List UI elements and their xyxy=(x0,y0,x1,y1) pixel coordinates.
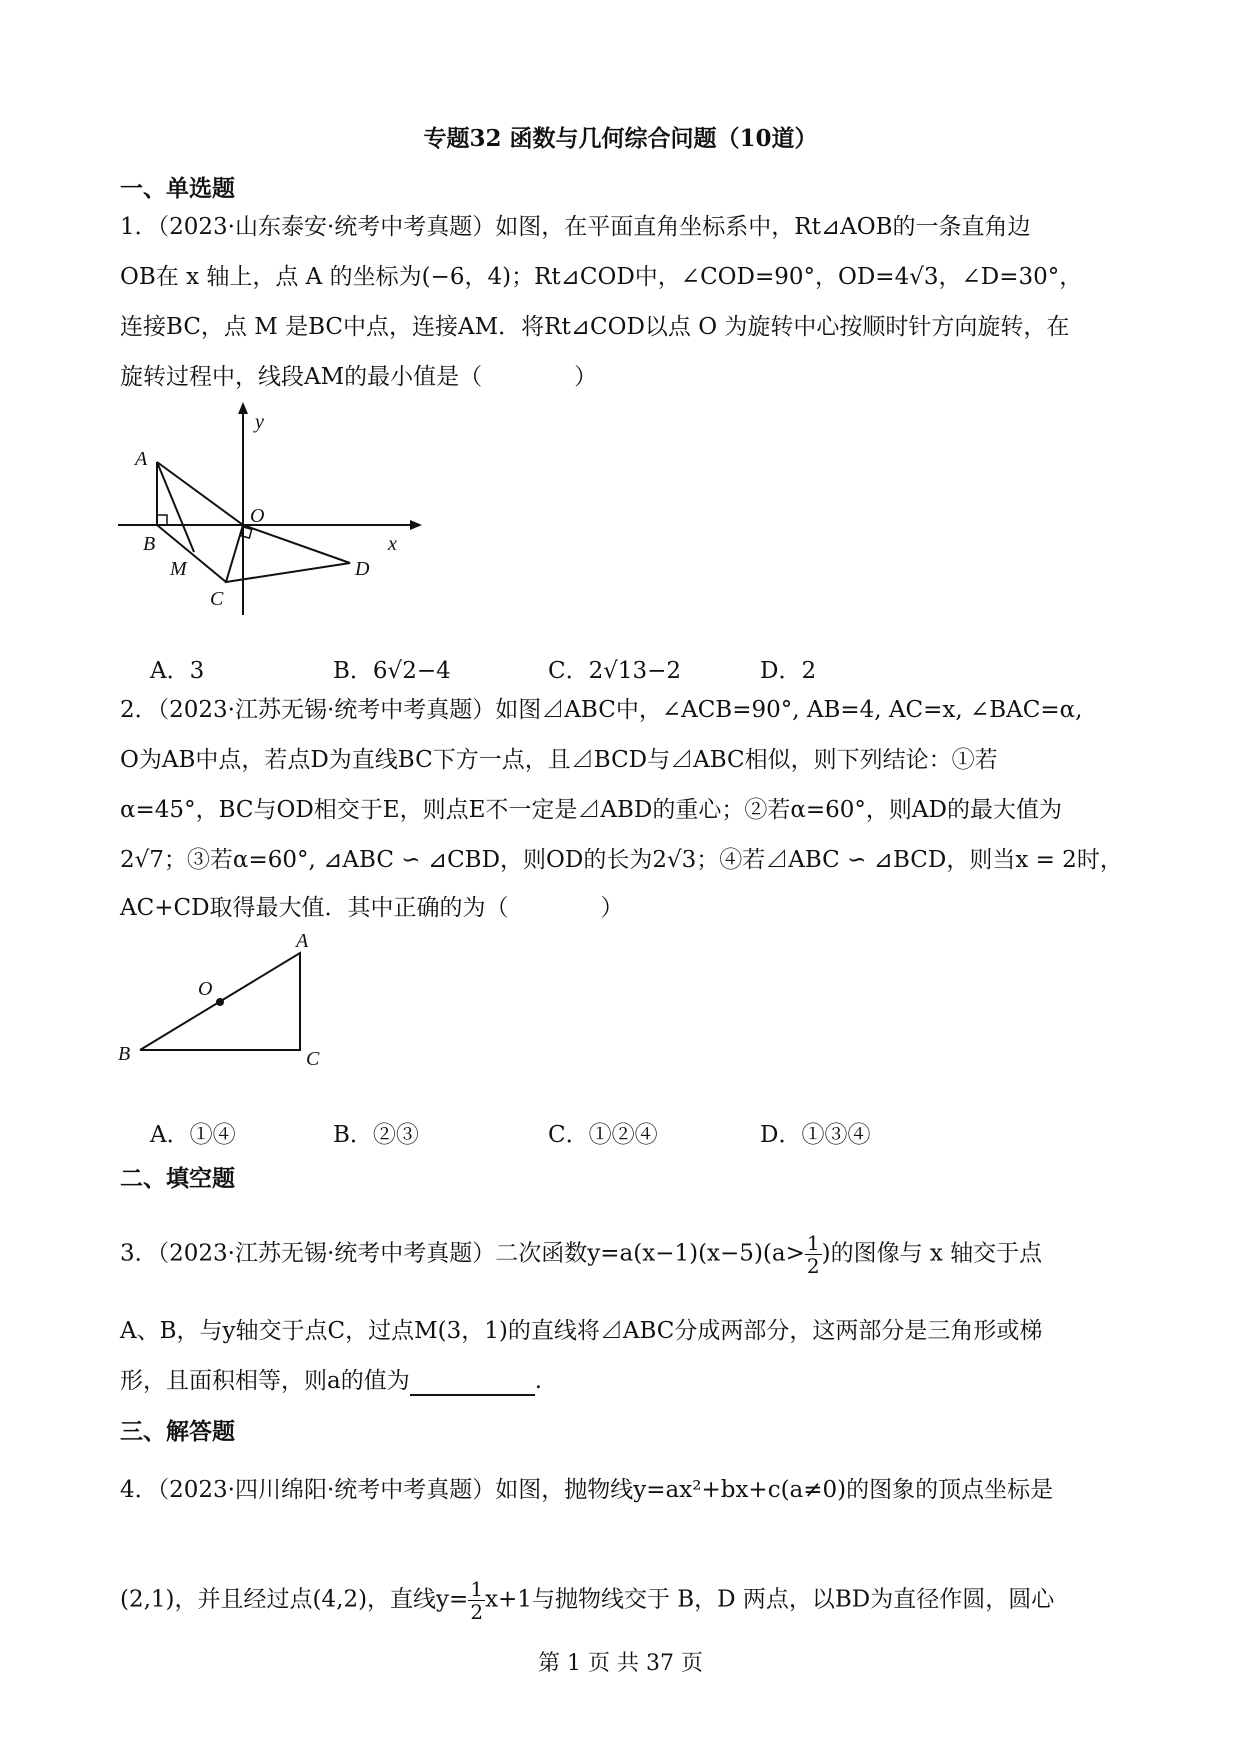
q2-label-a: A xyxy=(296,930,309,952)
q1-label-x: x xyxy=(388,533,397,555)
q4-fraction xyxy=(468,1578,485,1623)
q1-label-b: B xyxy=(143,533,156,555)
q2-label-o: O xyxy=(198,978,213,1000)
q1-line-4: 旋转过程中，线段AM的最小值是（ ） xyxy=(120,364,598,390)
q2-label-c: C xyxy=(306,1048,320,1070)
q2-point-o xyxy=(216,998,224,1006)
q1-label-a: A xyxy=(135,448,148,470)
q3-fraction xyxy=(805,1232,822,1277)
q4-line-2-suffix: x+1与抛物线交于 B，D 两点，以BD为直径作圆，圆心 xyxy=(485,1586,1055,1613)
q3-line-1 xyxy=(120,1232,1042,1277)
q2-line-4: 2√7；③若α=60°, ⊿ABC ∽ ⊿CBD，则OD的长为2√3；④若⊿ABC ∽ ⊿BCD，则当x = 2时， xyxy=(120,847,1123,873)
q1-triangle-cod xyxy=(226,525,350,582)
q2-choice-d: D．①③④ xyxy=(760,1122,871,1148)
q1-line-1: 1．（2023·山东泰安·统考中考真题）如图，在平面直角坐标系中，Rt⊿AOB的一条直角边 xyxy=(120,214,1031,240)
q1-label-y: y xyxy=(255,411,264,433)
q3-answer-blank[interactable] xyxy=(410,1372,535,1396)
q4-line-2-prefix: (2,1)，并且经过点(4,2)，直线y= xyxy=(120,1586,469,1613)
q1-figure xyxy=(110,400,430,630)
q1-segment-bc xyxy=(157,525,226,582)
q3-line-3-prefix: 形，且面积相等，则a的值为 xyxy=(120,1368,410,1394)
q1-y-arrow xyxy=(238,402,248,414)
q3-line-2: A、B，与y轴交于点C，过点M(3，1)的直线将⊿ABC分成两部分，这两部分是三角形或梯 xyxy=(120,1318,1043,1344)
q1-label-o: O xyxy=(250,505,265,527)
q4-line-2 xyxy=(120,1578,1054,1623)
section-heading-solve: 三、解答题 xyxy=(120,1418,235,1445)
q2-figure xyxy=(110,925,340,1085)
q1-x-arrow xyxy=(410,520,422,530)
q1-choice-c: C．2√13−2 xyxy=(548,658,682,684)
q4-frac-denominator: 2 xyxy=(470,1600,484,1624)
q2-label-b: B xyxy=(118,1043,131,1065)
q4-line-1: 4．（2023·四川绵阳·统考中考真题）如图，抛物线y=ax²+bx+c(a≠0)的图象的顶点坐标是 xyxy=(120,1477,1054,1503)
q2-line-3: α=45°，BC与OD相交于E，则点E不一定是⊿ABD的重心；②若α=60°，则AD的最大值为 xyxy=(120,797,1062,823)
q3-line-1-suffix: )的图像与 x 轴交于点 xyxy=(821,1240,1043,1267)
q2-line-1: 2．（2023·江苏无锡·统考中考真题）如图⊿ABC中，∠ACB=90°, AB=4, AC=x, ∠BAC=α, xyxy=(120,697,1083,723)
page-footer: 第 1 页 共 37 页 xyxy=(538,1651,703,1676)
q1-choice-a: A．3 xyxy=(150,658,205,684)
q1-label-d: D xyxy=(355,558,370,580)
q3-frac-numerator: 1 xyxy=(806,1231,820,1255)
q1-right-angle-b xyxy=(157,515,167,525)
q1-label-m: M xyxy=(170,558,187,580)
q4-frac-numerator: 1 xyxy=(470,1577,484,1601)
q3-line-3-suffix: . xyxy=(534,1368,543,1394)
q2-line-5: AC+CD取得最大值．其中正确的为（ ） xyxy=(120,895,624,921)
q3-line-3 xyxy=(120,1366,542,1396)
q1-line-3: 连接BC，点 M 是BC中点，连接AM．将Rt⊿COD以点 O 为旋转中心按顺时针方向旋转，在 xyxy=(120,314,1070,340)
q1-choice-b: B．6√2−4 xyxy=(333,658,451,684)
q2-choice-c: C．①②④ xyxy=(548,1122,658,1148)
section-heading-fill-blank: 二、填空题 xyxy=(120,1165,235,1192)
q3-line-1-prefix: 3．（2023·江苏无锡·统考中考真题）二次函数y=a(x−1)(x−5)(a> xyxy=(120,1240,805,1267)
q3-frac-denominator: 2 xyxy=(806,1254,820,1278)
page-title: 专题32 函数与几何综合问题（10道） xyxy=(423,125,818,152)
q2-line-2: O为AB中点，若点D为直线BC下方一点，且⊿BCD与⊿ABC相似，则下列结论：①若 xyxy=(120,747,998,773)
section-heading-single-choice: 一、单选题 xyxy=(120,175,235,202)
q2-choice-a: A．①④ xyxy=(150,1122,236,1148)
q1-label-c: C xyxy=(210,588,224,610)
q1-line-2: OB在 x 轴上，点 A 的坐标为(−6，4)；Rt⊿COD中，∠COD=90°，OD=4√3，∠D=30°， xyxy=(120,264,1083,290)
q1-choice-d: D．2 xyxy=(760,658,817,684)
q2-choice-b: B．②③ xyxy=(333,1122,419,1148)
